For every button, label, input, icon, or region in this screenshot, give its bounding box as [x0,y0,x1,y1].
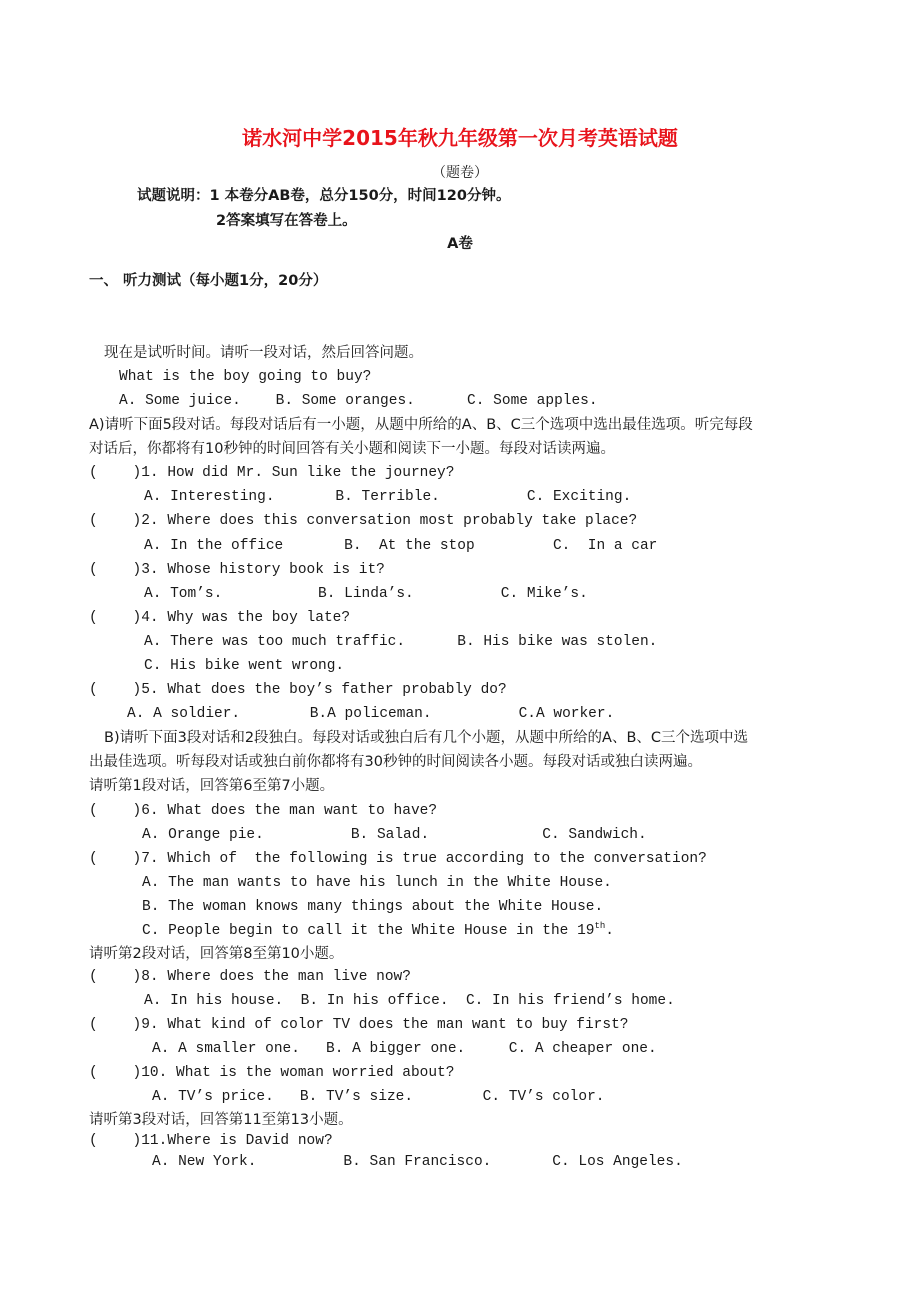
question-2: ( )2. Where does this conversation most probably take place? [89,513,638,529]
dialogue-1-intro: 请听第1段对话，回答第6至第7小题。 [89,778,335,794]
question-2-options: A. In the office B. At the stop C. In a car [144,538,658,554]
question-3: ( )3. Whose history book is it? [89,562,385,578]
practice-intro: 现在是试听时间。请听一段对话，然后回答问题。 [104,345,423,361]
question-8-options: A. In his house. B. In his office. C. In his friend’s home. [144,993,675,1009]
dialogue-2-intro: 请听第2段对话，回答第8至第10小题。 [89,946,344,962]
section1-heading: 一、 听力测试（每小题1分，20分） [89,273,328,289]
practice-question: What is the boy going to buy? [119,369,372,385]
exam-notes-line2: 2答案填写在答卷上。 [216,213,357,229]
partB-instructions-line2: 出最佳选项。听每段对话或独白前你都将有30秒钟的时间阅读各小题。每段对话或独白读两遍。 [89,754,702,770]
question-1: ( )1. How did Mr. Sun like the journey? [89,465,455,481]
partA-instructions-line1: A)请听下面5段对话。每段对话后有一小题，从题中所给的A、B、C三个选项中选出最佳选项。听完每段 [89,417,753,433]
question-6-options: A. Orange pie. B. Salad. C. Sandwich. [142,827,647,843]
question-9: ( )9. What kind of color TV does the man want to buy first? [89,1017,629,1033]
question-6: ( )6. What does the man want to have? [89,803,438,819]
question-11: ( )11.Where is David now? [89,1133,333,1149]
question-4: ( )4. Why was the boy late? [89,610,351,626]
exam-notes-line1: 试题说明：1 本卷分AB卷，总分150分，时间120分钟。 [137,188,511,204]
ordinal-suffix: th [594,921,606,932]
exam-title: 诺水河中学2015年秋九年级第一次月考英语试题 [242,126,678,150]
question-9-options: A. A smaller one. B. A bigger one. C. A cheaper one. [152,1041,657,1057]
question-7-option-b: B. The woman knows many things about the White House. [142,899,604,915]
question-5-options: A. A soldier. B.A policeman. C.A worker. [127,706,615,722]
question-7-option-c [142,921,614,941]
question-4-options-ab: A. There was too much traffic. B. His bike was stolen. [144,634,658,650]
question-1-options: A. Interesting. B. Terrible. C. Exciting. [144,489,632,505]
question-3-options: A. Tom’s. B. Linda’s. C. Mike’s. [144,586,588,602]
practice-options: A. Some juice. B. Some oranges. C. Some apples. [119,393,598,409]
question-11-options: A. New York. B. San Francisco. C. Los Angeles. [152,1154,683,1170]
question-10-options: A. TV’s price. B. TV’s size. C. TV’s color. [152,1089,605,1105]
question-5: ( )5. What does the boy’s father probably do? [89,682,507,698]
question-4-options-c: C. His bike went wrong. [144,658,345,674]
question-8: ( )8. Where does the man live now? [89,969,411,985]
exam-subtitle: （题卷） [432,165,488,181]
volume-label: A卷 [447,236,473,252]
question-10: ( )10. What is the woman worried about? [89,1065,455,1081]
question-7: ( )7. Which of the following is true according to the conversation? [89,851,707,867]
question-7-option-c-end: . [605,923,614,939]
partA-instructions-line2: 对话后，你都将有10秒钟的时间回答有关小题和阅读下一小题。每段对话读两遍。 [89,441,615,457]
question-7-option-a: A. The man wants to have his lunch in the White House. [142,875,612,891]
question-7-option-c-text: C. People begin to call it the White House in the 19 [142,923,595,939]
partB-instructions-line1: B)请听下面3段对话和2段独白。每段对话或独白后有几个小题，从题中所给的A、B、C三个选项中选 [104,730,749,746]
dialogue-3-intro: 请听第3段对话，回答第11至第13小题。 [89,1112,353,1128]
